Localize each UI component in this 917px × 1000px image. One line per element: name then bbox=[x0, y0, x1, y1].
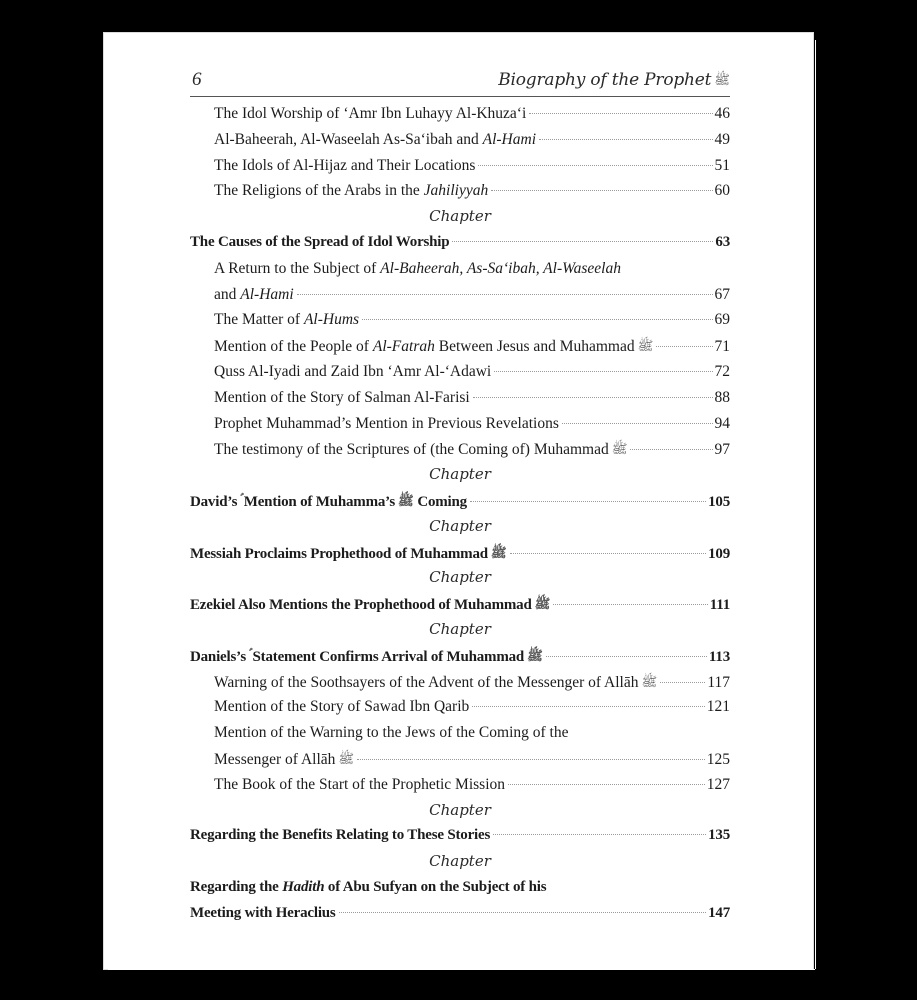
toc-entry[interactable] bbox=[190, 127, 730, 153]
toc-entry-page: 113 bbox=[708, 648, 730, 665]
table-of-contents bbox=[190, 101, 730, 927]
page-edge-line bbox=[108, 969, 815, 970]
toc-text-italic: Al-Hums bbox=[303, 311, 360, 329]
chapter-label: Chapter bbox=[429, 516, 491, 535]
honorific-icon: ﷺ bbox=[490, 544, 507, 560]
dot-leader bbox=[494, 370, 712, 372]
toc-entry-page: 63 bbox=[715, 233, 730, 250]
toc-entry-title: The Idols of Al-Hijaz and Their Locations bbox=[214, 156, 476, 174]
dot-leader bbox=[362, 318, 712, 320]
toc-entry-title bbox=[214, 307, 359, 333]
page-edge-line bbox=[815, 40, 816, 969]
dot-leader bbox=[630, 448, 712, 450]
toc-entry-title bbox=[214, 436, 627, 463]
toc-text: Statement Confirms Arrival of Muhammad bbox=[248, 648, 525, 665]
toc-text: of Abu Sufyan on the Subject of his bbox=[324, 878, 547, 895]
toc-entry-page: 69 bbox=[714, 311, 730, 329]
toc-text: Regarding the bbox=[190, 878, 283, 895]
toc-entry-page: 109 bbox=[708, 545, 730, 562]
toc-entry-page: 147 bbox=[708, 904, 730, 921]
dot-leader bbox=[473, 396, 713, 398]
toc-entry[interactable] bbox=[190, 359, 730, 385]
toc-entry-title bbox=[214, 178, 488, 204]
toc-entry-line-1 bbox=[190, 875, 730, 901]
honorific-icon: ﷺ bbox=[641, 673, 658, 689]
toc-text: Between Jesus and Muhammad bbox=[434, 338, 635, 356]
toc-text: and bbox=[214, 285, 241, 303]
toc-entry-line-2 bbox=[190, 282, 730, 308]
dot-leader bbox=[510, 552, 706, 554]
toc-entry-title bbox=[214, 127, 536, 153]
toc-entry-title: Regarding the Benefits Relating to These Stories bbox=[190, 827, 491, 844]
honorific-icon: ﷺ bbox=[338, 750, 355, 766]
toc-chapter-entry[interactable] bbox=[190, 643, 730, 669]
toc-text: Ezekiel Also Mentions the Prophethood of Muhammad bbox=[190, 597, 532, 614]
toc-entry[interactable] bbox=[190, 720, 730, 772]
toc-text: Mention of Muhamma’s bbox=[240, 493, 396, 510]
toc-entry-line-2 bbox=[190, 746, 730, 772]
toc-entry-line-1 bbox=[190, 720, 730, 746]
toc-entry-page: 97 bbox=[714, 441, 730, 459]
toc-entry-title bbox=[190, 540, 507, 568]
dot-leader bbox=[508, 783, 705, 785]
honorific-icon: ﷺ bbox=[637, 338, 654, 354]
dot-leader bbox=[478, 164, 712, 166]
toc-entry-title bbox=[190, 875, 546, 901]
honorific-icon: ﷺ bbox=[714, 73, 730, 88]
running-head bbox=[190, 64, 730, 97]
dot-leader bbox=[297, 293, 713, 295]
toc-entry-title: The Book of the Start of the Prophetic Mission bbox=[214, 775, 506, 793]
dot-leader bbox=[491, 189, 712, 191]
toc-text-italic: Al-Baheerah, As-Sa‘ibah, Al-Waseelah bbox=[380, 259, 621, 277]
toc-chapter-entry[interactable] bbox=[190, 230, 730, 256]
toc-entry-page: 121 bbox=[706, 698, 730, 716]
toc-entry[interactable] bbox=[190, 178, 730, 204]
honorific-icon: ﷺ bbox=[534, 596, 551, 612]
toc-entry-title bbox=[190, 591, 550, 619]
toc-entry-title: Prophet Muhammad’s Mention in Previous Revelations bbox=[214, 414, 559, 432]
toc-entry[interactable] bbox=[190, 256, 730, 308]
toc-chapter-entry[interactable] bbox=[190, 875, 730, 927]
toc-entry-page: 49 bbox=[714, 130, 730, 148]
toc-entry-page: 46 bbox=[714, 105, 730, 122]
toc-text: Messiah Proclaims Prophethood of Muhammad bbox=[190, 545, 488, 562]
toc-text: Warning of the Soothsayers of the Advent of the Messenger of Allāh bbox=[214, 673, 639, 691]
chapter-label: Chapter bbox=[429, 619, 491, 638]
toc-entry-page: 71 bbox=[714, 338, 730, 356]
dot-leader bbox=[357, 758, 705, 760]
toc-entry[interactable] bbox=[190, 333, 730, 359]
toc-entry-page: 127 bbox=[706, 775, 730, 793]
honorific-icon: ﷺ bbox=[611, 441, 628, 457]
toc-entry-title: Mention of the Warning to the Jews of the Coming of the bbox=[214, 724, 569, 742]
dot-leader bbox=[470, 500, 706, 502]
toc-entry-title: The Idol Worship of ‘Amr Ibn Luhayy Al-Khuza‘i bbox=[214, 105, 527, 122]
book-page bbox=[104, 33, 813, 969]
toc-text: The testimony of the Scriptures of (the Coming of) Muhammad bbox=[214, 441, 609, 459]
dot-leader bbox=[472, 705, 704, 707]
toc-entry-page: 72 bbox=[714, 362, 730, 380]
chapter-label: Chapter bbox=[429, 465, 491, 484]
toc-text-italic: Hadith bbox=[282, 878, 325, 895]
dot-leader bbox=[562, 422, 713, 424]
toc-entry[interactable] bbox=[190, 153, 730, 179]
dot-leader bbox=[452, 240, 713, 242]
book-title bbox=[498, 70, 730, 91]
toc-entry-page: 111 bbox=[709, 597, 730, 614]
toc-entry-page: 135 bbox=[708, 827, 730, 844]
toc-text: David’s bbox=[190, 493, 238, 510]
toc-entry-title bbox=[190, 488, 467, 516]
toc-entry-page: 88 bbox=[714, 388, 730, 406]
toc-text-italic: Jahiliyyah bbox=[423, 182, 489, 200]
toc-entry-title: Mention of the Story of Sawad Ibn Qarib bbox=[214, 698, 470, 716]
dot-leader bbox=[339, 911, 707, 913]
toc-entry[interactable] bbox=[190, 411, 730, 437]
toc-text-italic: Al-Hami bbox=[240, 285, 294, 303]
dot-leader bbox=[656, 345, 712, 347]
toc-chapter-entry[interactable] bbox=[190, 591, 730, 617]
chapter-label: Chapter bbox=[429, 852, 491, 871]
honorific-icon: ﷺ bbox=[398, 492, 414, 508]
toc-entry[interactable] bbox=[190, 436, 730, 462]
toc-entry-title bbox=[214, 333, 653, 360]
toc-entry-page: 51 bbox=[714, 156, 730, 174]
toc-chapter-entry[interactable] bbox=[190, 540, 730, 566]
toc-entry-title-cont bbox=[214, 282, 294, 308]
toc-entry-title: The Causes of the Spread of Idol Worship bbox=[190, 233, 450, 250]
toc-entry-line-1 bbox=[190, 256, 730, 282]
toc-text: Coming bbox=[413, 493, 467, 510]
toc-entry-page: 67 bbox=[714, 285, 730, 303]
toc-entry-title bbox=[190, 643, 543, 671]
toc-entry-title: Quss Al-Iyadi and Zaid Ibn ‘Amr Al-‘Adawi bbox=[214, 362, 492, 380]
toc-entry[interactable] bbox=[190, 385, 730, 411]
toc-entry-page: 117 bbox=[707, 673, 730, 691]
toc-entry-page: 105 bbox=[708, 493, 730, 510]
chapter-label: Chapter bbox=[429, 207, 491, 226]
toc-entry[interactable] bbox=[190, 772, 730, 798]
toc-text: Messenger of Allāh bbox=[214, 750, 336, 768]
toc-entry-title bbox=[214, 669, 657, 696]
book-title-text: Biography of the Prophet bbox=[498, 70, 712, 90]
toc-entry-title: Mention of the Story of Salman Al-Farisi bbox=[214, 388, 470, 406]
toc-entry[interactable] bbox=[190, 307, 730, 333]
page-number: 6 bbox=[192, 69, 202, 90]
toc-entry-page: 125 bbox=[706, 750, 730, 768]
toc-text: Daniels’s bbox=[190, 648, 246, 665]
dot-leader bbox=[493, 833, 706, 835]
toc-entry-page: 60 bbox=[714, 182, 730, 200]
toc-entry-page: 94 bbox=[714, 414, 730, 432]
toc-text: Al-Baheerah, Al-Waseelah As-Sa‘ibah and bbox=[214, 130, 483, 148]
toc-text: A Return to the Subject of bbox=[214, 259, 381, 277]
toc-chapter-entry[interactable] bbox=[190, 823, 730, 849]
chapter-label: Chapter bbox=[429, 568, 491, 587]
toc-text: Mention of the People of bbox=[214, 338, 373, 356]
dot-leader bbox=[539, 138, 712, 140]
toc-text-italic: Al-Hami bbox=[482, 130, 537, 148]
toc-entry-title-cont bbox=[214, 746, 354, 773]
toc-entry-title-cont: Meeting with Heraclius bbox=[190, 904, 336, 921]
toc-entry[interactable] bbox=[190, 669, 730, 695]
toc-entry[interactable] bbox=[190, 101, 730, 127]
toc-entry[interactable] bbox=[190, 694, 730, 720]
toc-entry-title bbox=[214, 256, 621, 282]
dot-leader bbox=[553, 603, 707, 605]
chapter-label: Chapter bbox=[429, 800, 491, 819]
toc-text-italic: Al-Fatrah bbox=[372, 338, 435, 356]
toc-text: The Religions of the Arabs in the bbox=[214, 182, 424, 200]
dot-leader bbox=[660, 681, 705, 683]
toc-entry-line-2 bbox=[190, 901, 730, 927]
honorific-icon: ﷺ bbox=[527, 647, 543, 663]
dot-leader bbox=[546, 655, 707, 657]
dot-leader bbox=[529, 112, 712, 114]
toc-chapter-entry[interactable] bbox=[190, 488, 730, 514]
toc-text: The Matter of bbox=[214, 311, 304, 329]
